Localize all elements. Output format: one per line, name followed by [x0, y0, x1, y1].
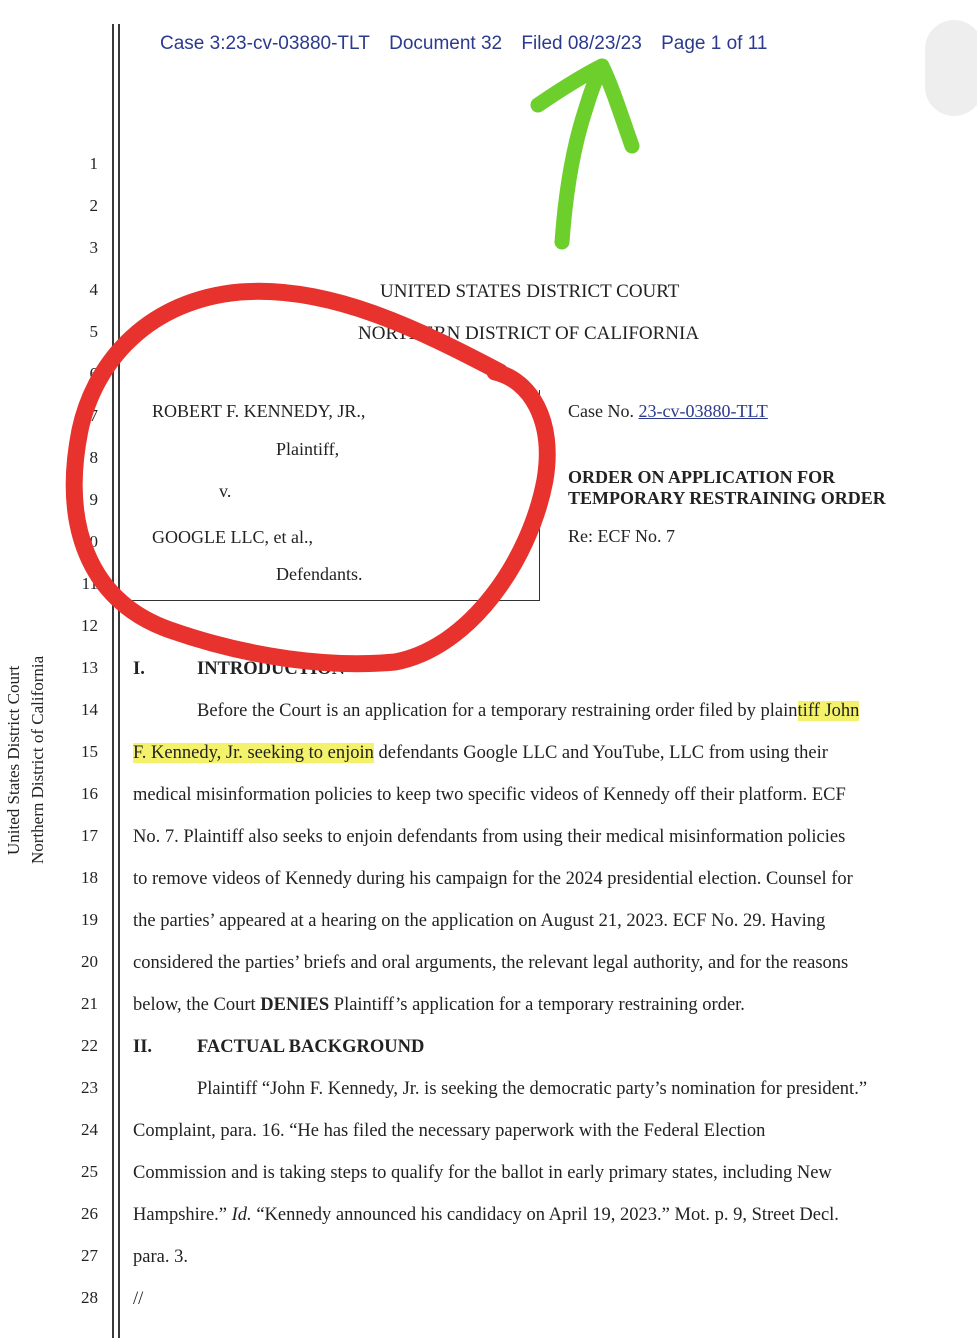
line-number: 3	[89, 238, 98, 257]
section-2-title: FACTUAL BACKGROUND	[197, 1037, 425, 1057]
header-filed: Filed 08/23/23	[521, 33, 642, 54]
ecf-reference: Re: ECF No. 7	[568, 526, 676, 546]
body-line-26-rest: “Kennedy announced his candidacy on April 19, 2023.” Mot. p. 9, Street Decl.	[251, 1205, 839, 1225]
line-number: 9	[89, 490, 98, 509]
red-circle-annotation	[74, 291, 547, 663]
body-line-20: considered the parties’ briefs and oral arguments, the relevant legal authority, and for the reasons	[133, 953, 849, 973]
body-line-19: the parties’ appeared at a hearing on the application on August 21, 2023. ECF No. 29. Having	[133, 911, 826, 931]
line-number: 28	[81, 1288, 98, 1307]
section-1-number: I.	[133, 659, 145, 679]
side-label-district: Northern District of California	[28, 655, 47, 865]
line-number: 11	[81, 574, 98, 593]
line-number: 27	[81, 1246, 98, 1265]
line-number: 21	[81, 994, 98, 1013]
versus: v.	[219, 481, 232, 501]
case-number-label: Case No.	[568, 401, 634, 421]
body-line-15-text: defendants Google LLC and YouTube, LLC from using their	[373, 743, 828, 763]
body-line-21-text: below, the Court	[133, 995, 261, 1015]
body-line-14-text: Before the Court is an application for a temporary restraining order filed by plain	[197, 701, 798, 721]
line-number: 23	[81, 1078, 98, 1097]
body-line-18: to remove videos of Kennedy during his campaign for the 2024 presidential election. Counsel for	[133, 869, 853, 889]
order-title-line2: TEMPORARY RESTRAINING ORDER	[568, 488, 886, 508]
body-line-16: medical misinformation policies to keep two specific videos of Kennedy off their platform. ECF	[133, 785, 846, 805]
green-arrow-annotation	[538, 66, 632, 242]
id-citation: Id.	[231, 1205, 252, 1225]
line-number: 10	[81, 532, 98, 551]
body-line-24: Complaint, para. 16. “He has filed the necessary paperwork with the Federal Election	[133, 1121, 766, 1141]
line-number: 17	[81, 826, 98, 845]
line-number: 16	[81, 784, 98, 803]
line-number: 12	[81, 616, 98, 635]
denies-bold: DENIES	[260, 995, 330, 1015]
body-line-26-text: Hampshire.”	[133, 1205, 232, 1225]
highlighted-text: F. Kennedy, Jr. seeking to enjoin	[133, 743, 374, 763]
line-number: 8	[89, 448, 98, 467]
court-name: UNITED STATES DISTRICT COURT	[380, 281, 680, 302]
line-number: 5	[89, 322, 98, 341]
line-number: 6	[89, 364, 98, 383]
body-line-28: //	[133, 1289, 144, 1309]
line-number: 14	[81, 700, 98, 719]
defendant-role: Defendants.	[276, 564, 363, 584]
line-number: 15	[81, 742, 98, 761]
side-label-court: United States District Court	[4, 665, 23, 855]
line-number: 2	[89, 196, 98, 215]
line-number: 13	[81, 658, 98, 677]
section-2-number: II.	[133, 1037, 153, 1057]
line-number: 1	[89, 154, 98, 173]
body-line-27: para. 3.	[133, 1247, 188, 1267]
defendant-name: GOOGLE LLC, et al.,	[152, 527, 313, 547]
line-number: 20	[81, 952, 98, 971]
body-line-25: Commission and is taking steps to qualify for the ballot in early primary states, including New	[133, 1163, 832, 1183]
plaintiff-name: ROBERT F. KENNEDY, JR.,	[152, 401, 366, 421]
line-number: 25	[81, 1162, 98, 1181]
line-number: 24	[81, 1120, 98, 1139]
body-line-21-rest: Plaintiff’s application for a temporary restraining order.	[329, 995, 745, 1015]
section-1-title: INTRODUCTION	[197, 659, 346, 679]
case-number-link[interactable]: 23-cv-03880-TLT	[638, 401, 768, 421]
line-number: 7	[89, 406, 98, 425]
court-district: NORTHERN DISTRICT OF CALIFORNIA	[358, 323, 700, 344]
highlighted-text: tiff John	[797, 701, 860, 721]
line-number: 18	[81, 868, 98, 887]
body-line-23: Plaintiff “John F. Kennedy, Jr. is seeking the democratic party’s nomination for president.”	[197, 1079, 868, 1099]
plaintiff-role: Plaintiff,	[276, 439, 340, 459]
line-number: 4	[89, 280, 98, 299]
line-number: 26	[81, 1204, 98, 1223]
body-line-17: No. 7. Plaintiff also seeks to enjoin defendants from using their medical misinformation policies	[133, 827, 846, 847]
order-title-line1: ORDER ON APPLICATION FOR	[568, 467, 836, 487]
header-case: Case 3:23-cv-03880-TLT	[160, 33, 370, 54]
line-number: 22	[81, 1036, 98, 1055]
header-document: Document 32	[389, 33, 503, 54]
header-page: Page 1 of 11	[661, 33, 768, 54]
line-number: 19	[81, 910, 98, 929]
